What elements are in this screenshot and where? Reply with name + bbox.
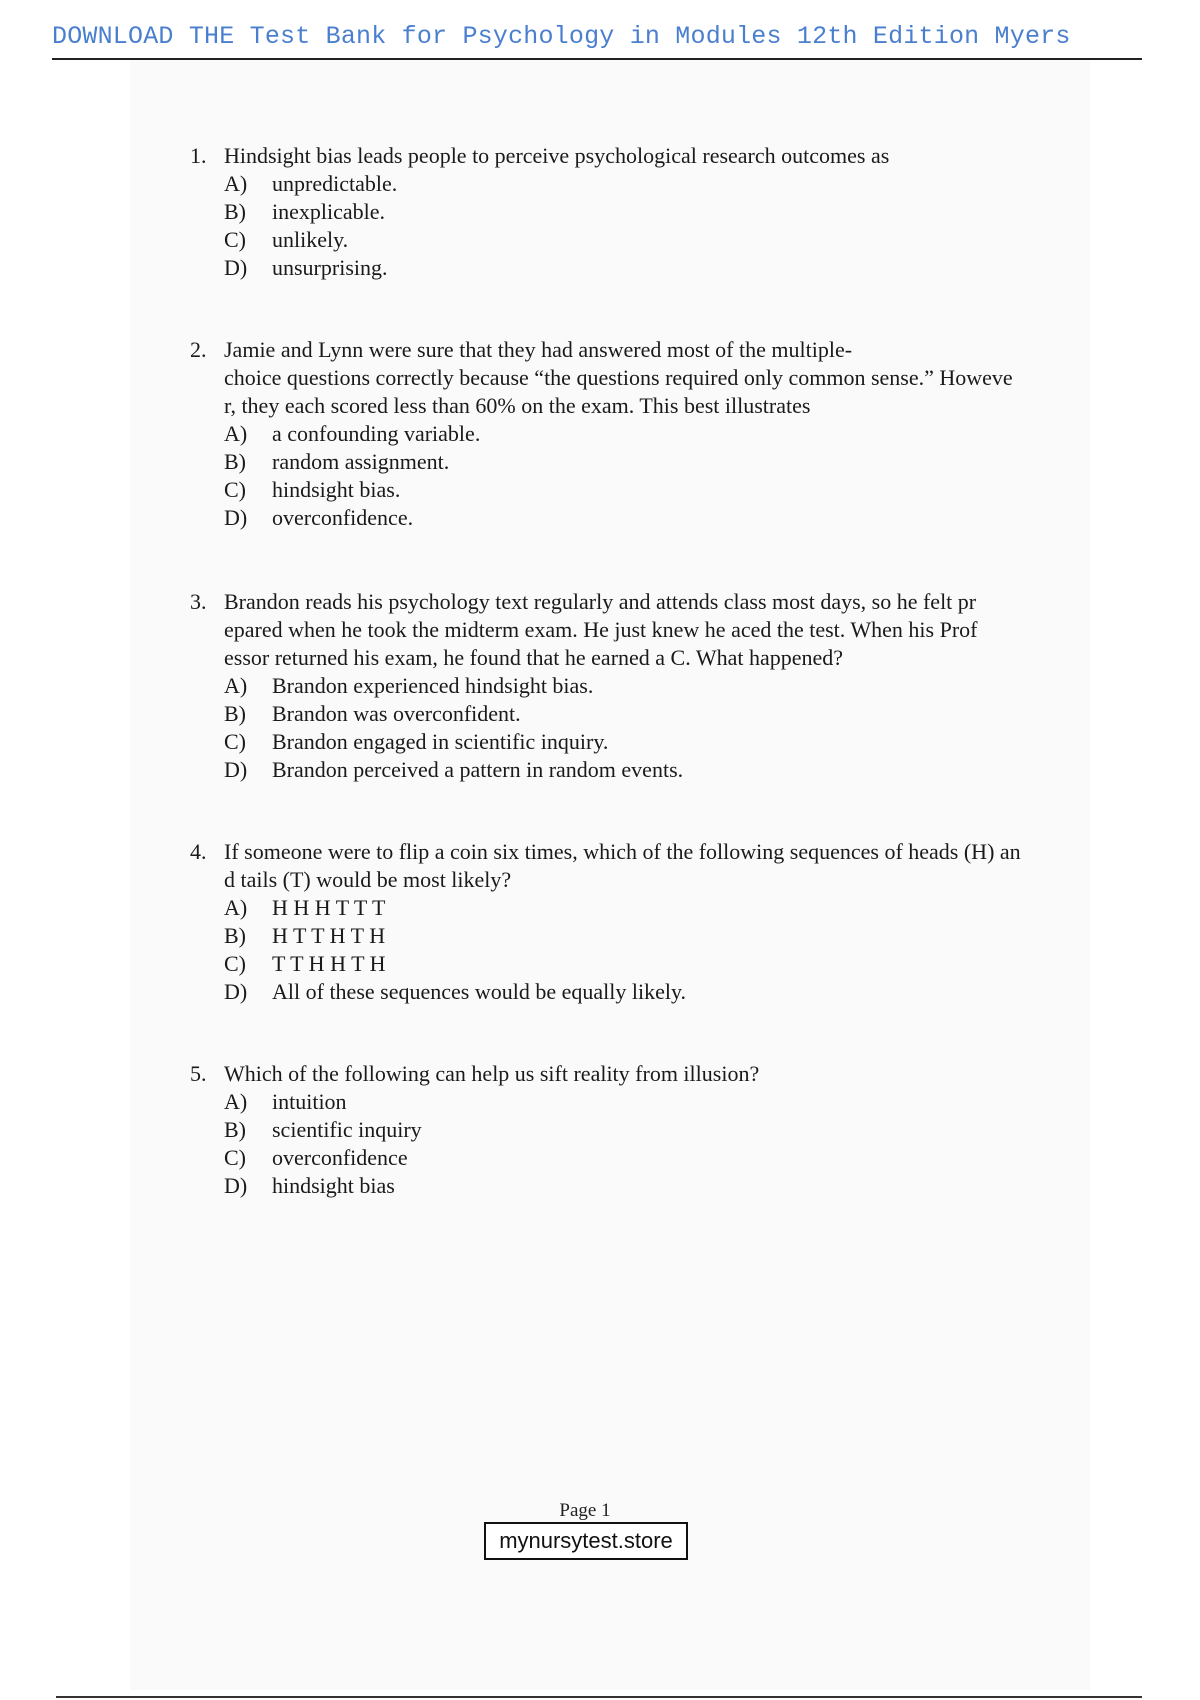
answer-options <box>224 672 1090 784</box>
page-header <box>52 18 1142 60</box>
option-text: H H H T T T <box>272 895 386 920</box>
option-text: T T H H T H <box>272 951 386 976</box>
question-stem: Jamie and Lynn were sure that they had answered most of the multiple- choice questions correctly because “the questions required only common sense.” Howeve r, they each scored less than 60% on the exam. This best illustrates <box>224 337 1013 418</box>
option-letter: C) <box>224 1145 246 1170</box>
page-number: Page 1 <box>559 1500 611 1521</box>
option-text: unlikely. <box>272 227 349 252</box>
answer-options <box>224 170 1090 282</box>
answer-option-b <box>224 198 1090 226</box>
option-letter: D) <box>224 979 248 1004</box>
bottom-divider <box>56 1696 1142 1698</box>
question-2 <box>190 336 1090 532</box>
option-text: scientific inquiry <box>272 1117 422 1142</box>
question-4 <box>190 838 1090 1006</box>
answer-option-a <box>224 894 1090 922</box>
answer-option-d <box>224 978 1090 1006</box>
question-number: 3. <box>190 589 207 614</box>
answer-option-c <box>224 226 1090 254</box>
answer-option-a <box>224 420 1090 448</box>
answer-option-c <box>224 1144 1090 1172</box>
option-letter: D) <box>224 757 248 782</box>
option-text: Brandon perceived a pattern in random events. <box>272 757 684 782</box>
answer-option-c <box>224 950 1090 978</box>
question-5 <box>190 1060 1090 1200</box>
answer-option-d <box>224 1172 1090 1200</box>
question-stem: Hindsight bias leads people to perceive psychological research outcomes as <box>224 143 890 168</box>
question-number: 5. <box>190 1061 207 1086</box>
answer-option-d <box>224 756 1090 784</box>
option-letter: A) <box>224 421 248 446</box>
option-letter: A) <box>224 895 248 920</box>
option-text: overconfidence. <box>272 505 414 530</box>
option-text: unsurprising. <box>272 255 388 280</box>
answer-option-b <box>224 1116 1090 1144</box>
question-number: 2. <box>190 337 207 362</box>
answer-option-b <box>224 922 1090 950</box>
answer-option-c <box>224 728 1090 756</box>
option-letter: B) <box>224 923 246 948</box>
answer-option-a <box>224 1088 1090 1116</box>
option-letter: C) <box>224 729 246 754</box>
option-text: unpredictable. <box>272 171 398 196</box>
question-stem: Brandon reads his psychology text regularly and attends class most days, so he felt pr epared when he took the midterm exam. He just knew he aced the test. When his Prof essor returned his exam, he found that he earned a C. What happened? <box>224 589 978 670</box>
option-text: hindsight bias. <box>272 477 401 502</box>
answer-option-a <box>224 672 1090 700</box>
option-letter: A) <box>224 1089 248 1114</box>
download-link[interactable]: DOWNLOAD THE Test Bank for Psychology in Modules 12th Edition Myers <box>52 22 1071 51</box>
answer-option-a <box>224 170 1090 198</box>
option-letter: D) <box>224 1173 248 1198</box>
answer-options <box>224 1088 1090 1200</box>
question-number: 4. <box>190 839 207 864</box>
option-letter: B) <box>224 701 246 726</box>
site-watermark-box: mynursytest.store <box>484 1522 688 1560</box>
question-1 <box>190 142 1090 282</box>
answer-option-b <box>224 448 1090 476</box>
question-stem: Which of the following can help us sift reality from illusion? <box>224 1061 760 1086</box>
option-letter: D) <box>224 505 248 530</box>
question-stem: If someone were to flip a coin six times, which of the following sequences of heads (H) an d tails (T) would be most likely? <box>224 839 1021 892</box>
option-letter: D) <box>224 255 248 280</box>
option-letter: A) <box>224 673 248 698</box>
option-letter: C) <box>224 227 246 252</box>
option-text: a confounding variable. <box>272 421 481 446</box>
option-text: inexplicable. <box>272 199 386 224</box>
option-text: random assignment. <box>272 449 450 474</box>
option-text: hindsight bias <box>272 1173 395 1198</box>
option-text: Brandon engaged in scientific inquiry. <box>272 729 609 754</box>
option-text: overconfidence <box>272 1145 408 1170</box>
option-letter: C) <box>224 951 246 976</box>
question-number: 1. <box>190 143 207 168</box>
answer-options <box>224 894 1090 1006</box>
option-letter: B) <box>224 1117 246 1142</box>
option-text: Brandon experienced hindsight bias. <box>272 673 594 698</box>
answer-option-d <box>224 254 1090 282</box>
option-letter: A) <box>224 171 248 196</box>
answer-options <box>224 420 1090 532</box>
option-text: intuition <box>272 1089 347 1114</box>
answer-option-b <box>224 700 1090 728</box>
question-3 <box>190 588 1090 784</box>
option-letter: B) <box>224 199 246 224</box>
option-letter: C) <box>224 477 246 502</box>
option-text: Brandon was overconfident. <box>272 701 521 726</box>
answer-option-d <box>224 504 1090 532</box>
option-letter: B) <box>224 449 246 474</box>
answer-option-c <box>224 476 1090 504</box>
option-text: H T T H T H <box>272 923 386 948</box>
option-text: All of these sequences would be equally likely. <box>272 979 687 1004</box>
